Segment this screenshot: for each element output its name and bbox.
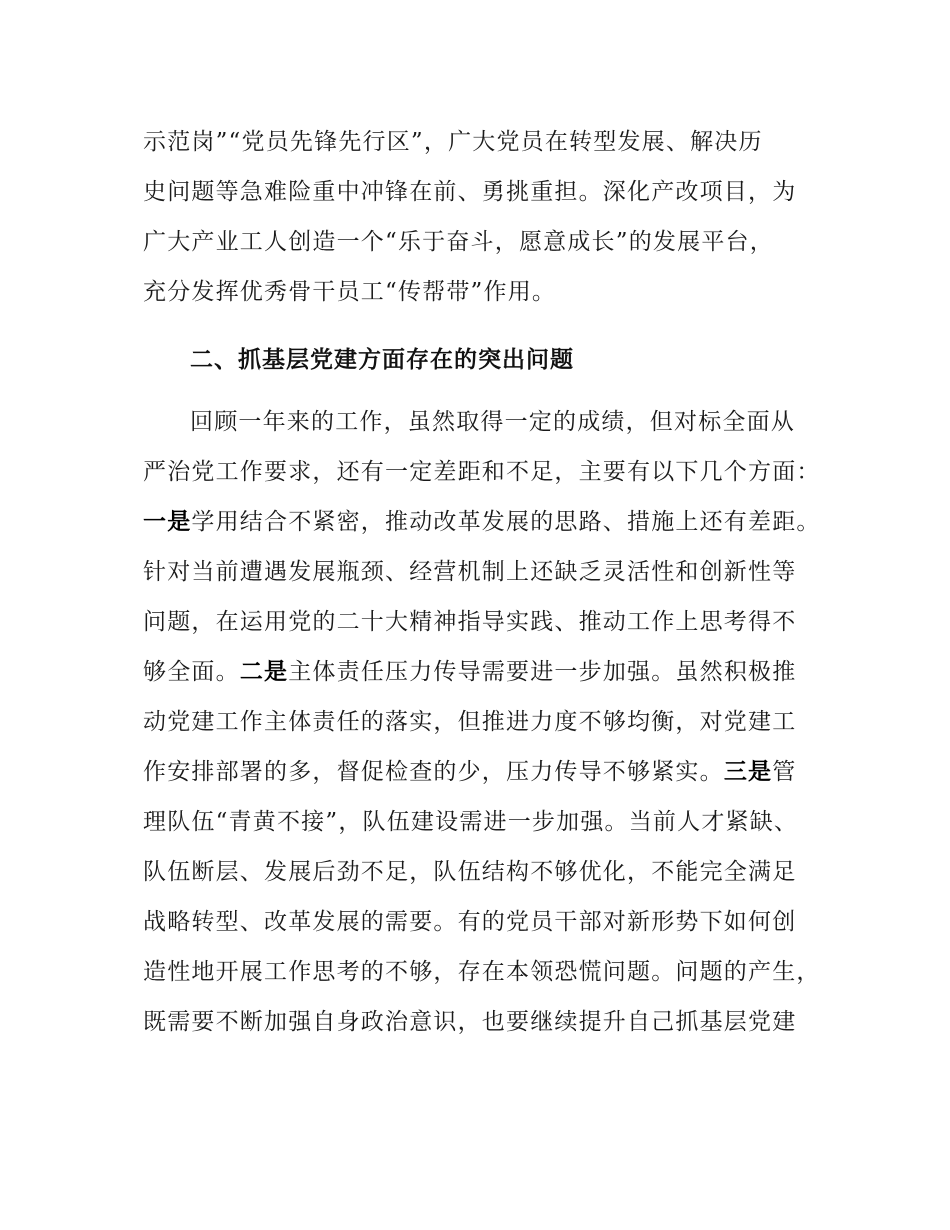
text-line [143, 757, 813, 787]
text-line: 既需要不断加强自身政治意识，也要继续提升自己抓基层党建 [143, 1009, 797, 1035]
text-segment: 够全面。 [143, 659, 240, 685]
text-line: 问题，在运用党的二十大精神指导实践、推动工作上思考得不 [143, 609, 797, 635]
text-line: 充分发挥优秀骨干员工“传帮带”作用。 [143, 279, 557, 305]
text-line: 队伍断层、发展后劲不足，队伍结构不够优化，不能完全满足 [143, 859, 797, 885]
text-line: 动党建工作主体责任的落实，但推进力度不够均衡，对党建工 [143, 709, 797, 735]
text-line [143, 507, 821, 537]
text-line: 史问题等急难险重中冲锋在前、勇挑重担。深化产改项目，为 [143, 179, 797, 205]
text-segment: 作安排部署的多，督促检查的少，压力传导不够紧实。 [143, 759, 724, 785]
text-line: 示范岗”“党员先锋先行区”，广大党员在转型发展、解决历 [143, 129, 763, 155]
text-line: 理队伍“青黄不接”，队伍建设需进一步加强。当前人才紧缺、 [143, 809, 799, 835]
text-line: 广大产业工人创造一个“乐于奋斗，愿意成长”的发展平台， [143, 229, 774, 255]
text-segment: 学用结合不紧密，推动改革发展的思路、措施上还有差距。 [191, 509, 821, 535]
text-segment: 主体责任压力传导需要进一步加强。虽然积极推 [288, 659, 797, 685]
text-line: 战略转型、改革发展的需要。有的党员干部对新形势下如何创 [143, 909, 797, 935]
text-line: 严治党工作要求，还有一定差距和不足，主要有以下几个方面： [143, 459, 821, 485]
text-segment: 管 [772, 759, 797, 785]
text-line: 造性地开展工作思考的不够，存在本领恐慌问题。问题的产生， [143, 959, 821, 985]
point-marker-three: 三是 [723, 759, 773, 785]
point-marker-two: 二是 [239, 659, 289, 685]
text-line: 针对当前遭遇发展瓶颈、经营机制上还缺乏灵活性和创新性等 [143, 559, 797, 585]
section-heading: 二、抓基层党建方面存在的突出问题 [190, 347, 574, 373]
text-line: 回顾一年来的工作，虽然取得一定的成绩，但对标全面从 [190, 409, 795, 435]
point-marker-one: 一是 [143, 509, 192, 535]
text-line [143, 657, 813, 687]
